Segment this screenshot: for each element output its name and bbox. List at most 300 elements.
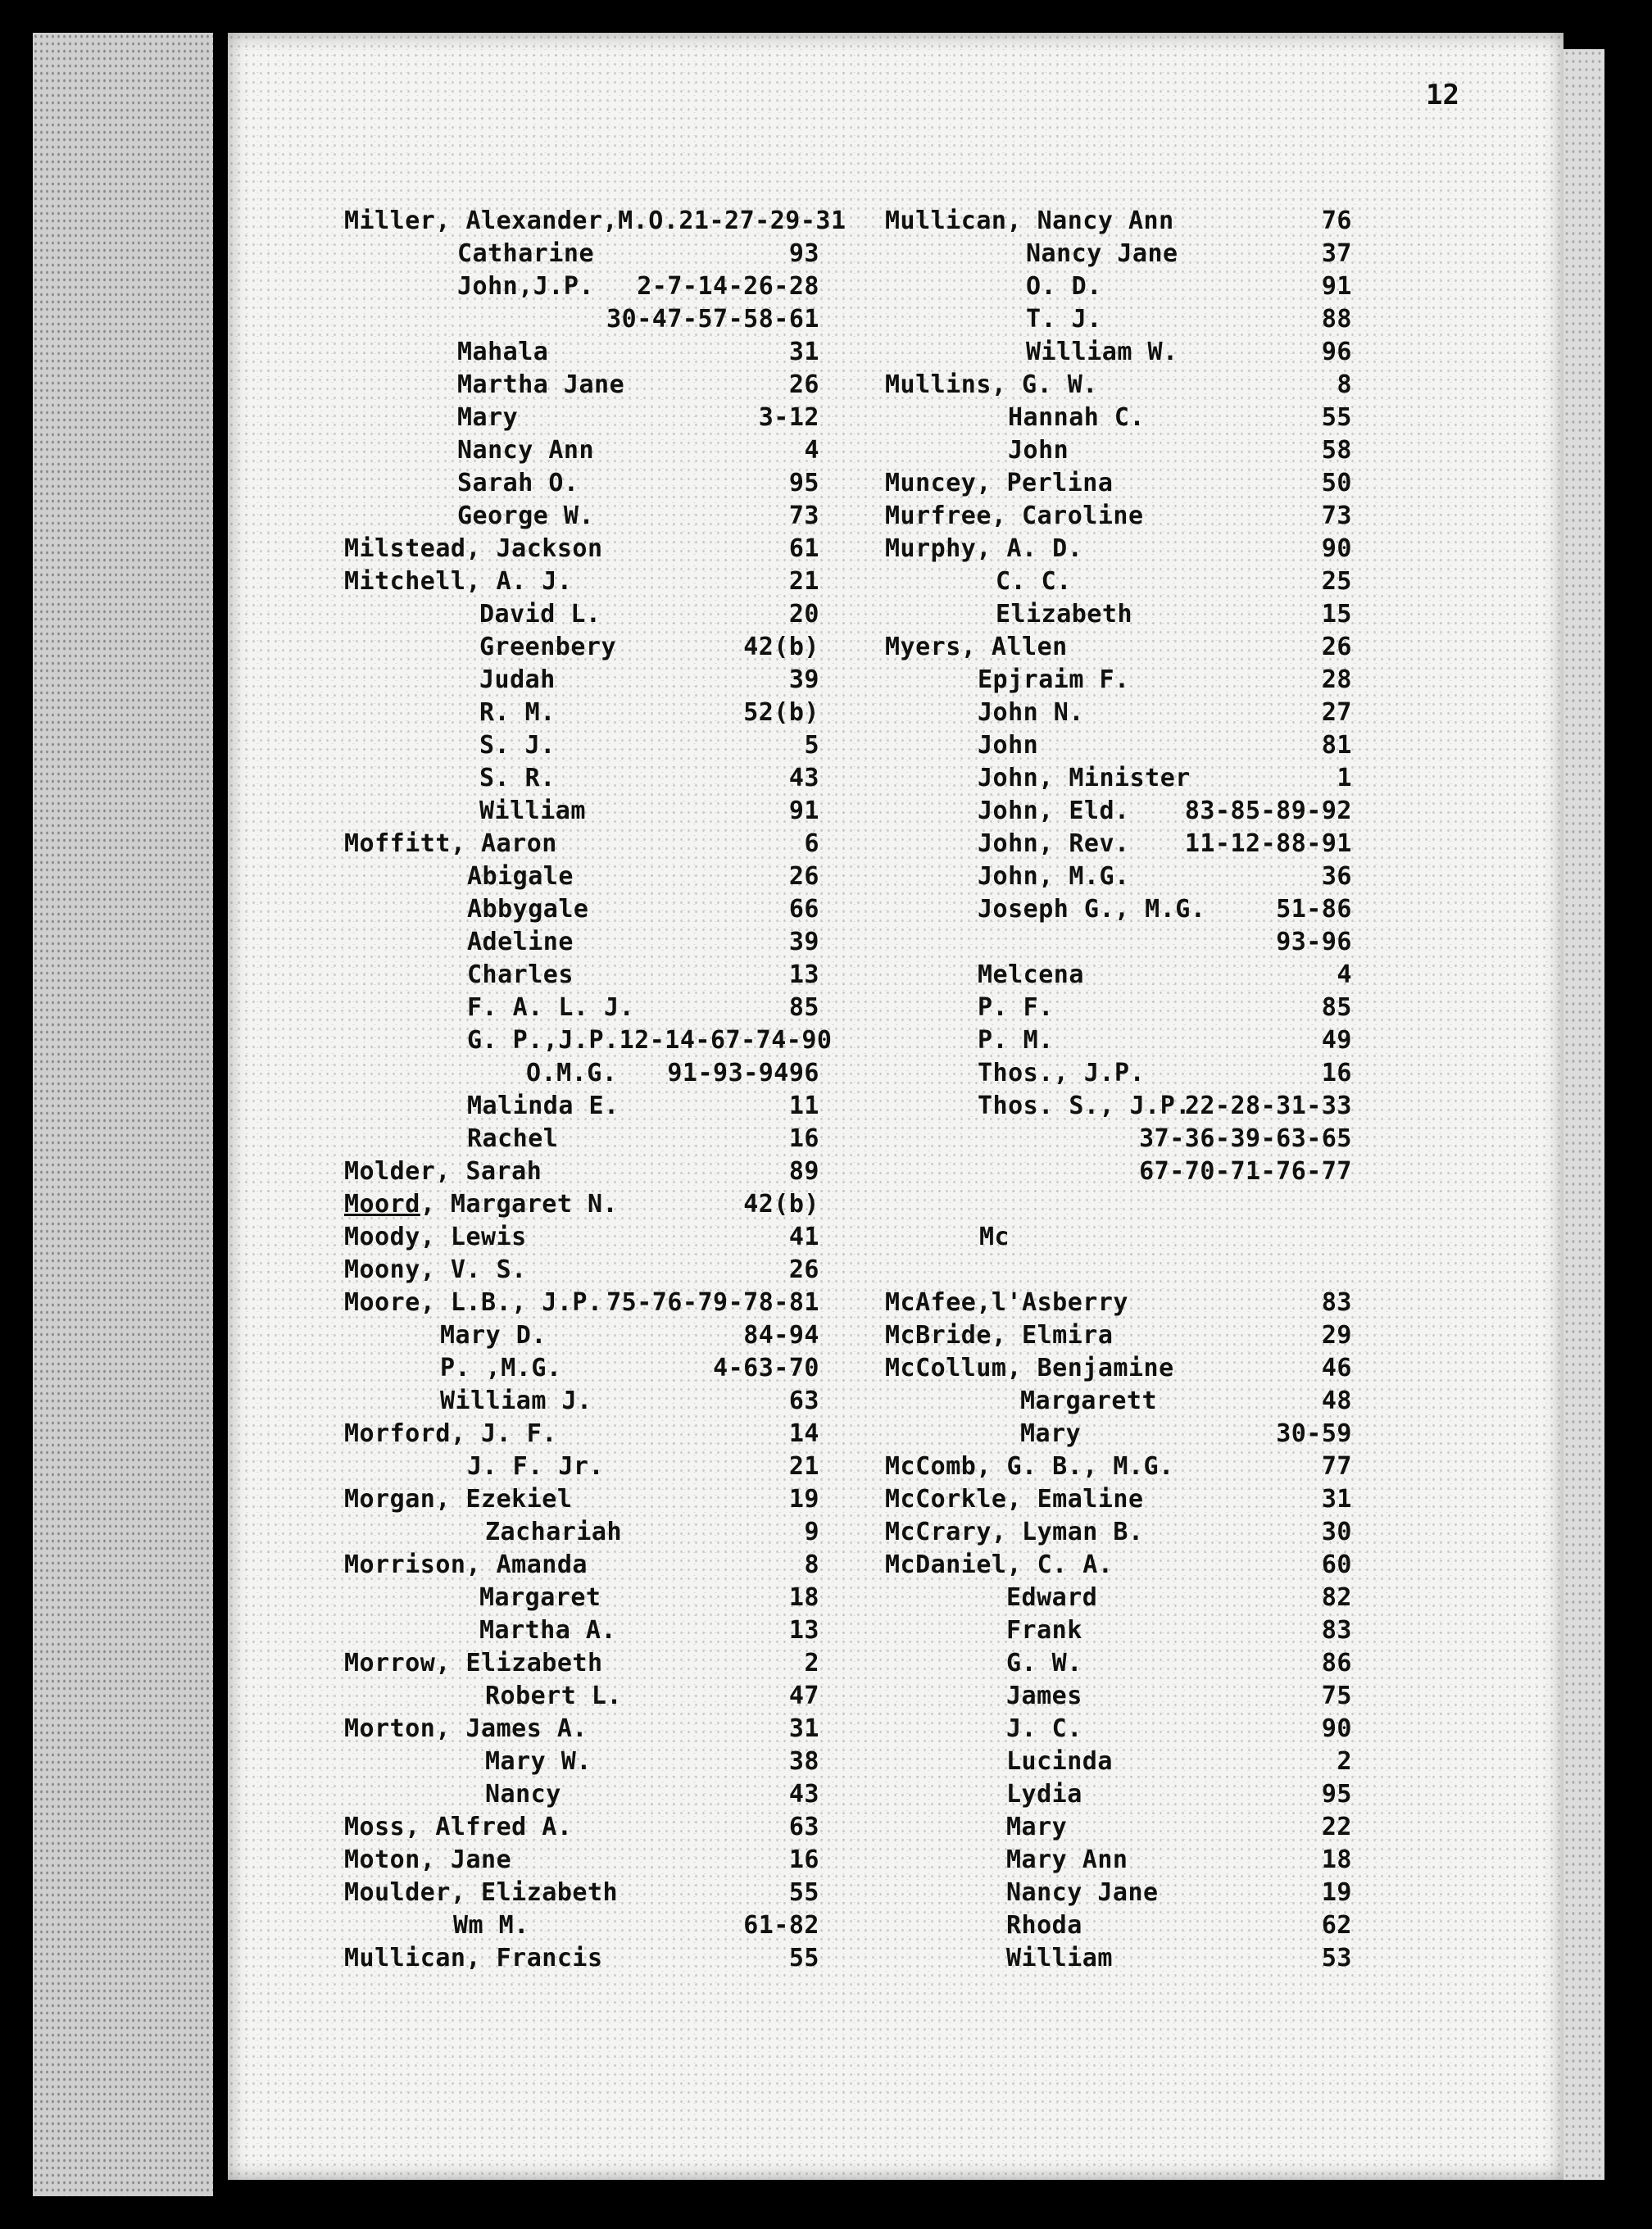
entry-pages: 91 (788, 797, 819, 825)
entry-name: Mahala (457, 338, 549, 366)
entry-pages: 39 (788, 928, 819, 956)
entry-name: John, Eld. (978, 797, 1130, 825)
entry-name: Molder, Sarah (344, 1157, 542, 1186)
index-entry (885, 1583, 1352, 1616)
entry-pages: 77 (1321, 1452, 1352, 1481)
index-entry (344, 1190, 819, 1223)
entry-pages: 6 (804, 829, 819, 858)
entry-pages: 42(b) (743, 633, 819, 661)
index-entry (885, 567, 1352, 600)
index-entry (885, 207, 1352, 239)
entry-name: John (1008, 436, 1069, 465)
entry-name: Morton, James A. (344, 1714, 588, 1743)
entry-pages: 16 (788, 1845, 819, 1874)
entry-pages: 60 (1321, 1550, 1352, 1579)
entry-pages: 21 (788, 1452, 819, 1481)
page-number: 12 (1426, 79, 1459, 111)
entry-name: Moulder, Elizabeth (344, 1878, 619, 1907)
index-entry (344, 1518, 819, 1550)
entry-name: Mullican, Nancy Ann (885, 207, 1174, 235)
entry-pages: 2 (804, 1649, 819, 1677)
index-entry (885, 1190, 1352, 1223)
entry-pages: 16 (788, 1124, 819, 1153)
entry-pages: 93-96 (1276, 928, 1352, 956)
index-entry (885, 829, 1352, 862)
entry-pages: 16 (1321, 1059, 1352, 1087)
entry-pages: 31 (788, 338, 819, 366)
index-entry (344, 993, 819, 1026)
index-column-left (344, 207, 846, 1977)
entry-pages: 5 (804, 731, 819, 760)
entry-name: Thos., J.P. (978, 1059, 1146, 1087)
entry-pages: 88 (1321, 305, 1352, 334)
entry-pages: 27 (1321, 698, 1352, 727)
index-entry (344, 1747, 819, 1780)
entry-pages: 14 (788, 1419, 819, 1448)
index-entry (344, 698, 819, 731)
entry-pages: 73 (1321, 502, 1352, 530)
index-entry (344, 731, 819, 764)
entry-name: Rachel (467, 1124, 559, 1153)
entry-pages: 55 (1321, 403, 1352, 432)
entry-name: Mary (457, 403, 519, 432)
index-entry (344, 338, 819, 370)
entry-name: Melcena (978, 960, 1084, 989)
index-entry (885, 633, 1352, 665)
index-entry (885, 1452, 1352, 1485)
entry-pages: 75 (1321, 1682, 1352, 1710)
entry-pages: 31 (1321, 1485, 1352, 1514)
entry-pages: 26 (788, 862, 819, 891)
entry-name: Wm M. (453, 1911, 529, 1940)
entry-pages: 96 (1321, 338, 1352, 366)
entry-name: Moony, V. S. (344, 1255, 527, 1284)
entry-name: P. M. (978, 1026, 1054, 1055)
index-entry (344, 1059, 819, 1092)
index-entry (885, 1649, 1352, 1682)
index-entry (344, 1354, 819, 1387)
index-entry (344, 1288, 819, 1321)
entry-name: Nancy Jane (1006, 1878, 1159, 1907)
index-entry (885, 1616, 1352, 1649)
entry-name: Mary W. (485, 1747, 592, 1776)
index-entry (885, 600, 1352, 633)
index-entry (885, 469, 1352, 502)
entry-pages: 46 (1321, 1354, 1352, 1382)
entry-name: Miller, Alexander,M.O.21-27-29-31 (344, 207, 846, 235)
index-entry (885, 1288, 1352, 1321)
index-entry (885, 1813, 1352, 1845)
entry-name: Rhoda (1006, 1911, 1082, 1940)
entry-name: Thos. S., J.P. (978, 1092, 1191, 1120)
entry-name: Mullican, Francis (344, 1944, 603, 1973)
entry-name: P. ,M.G. (440, 1354, 562, 1382)
index-entry (344, 1583, 819, 1616)
entry-pages: 62 (1321, 1911, 1352, 1940)
entry-name: John, M.G. (978, 862, 1130, 891)
entry-name: R. M. (479, 698, 556, 727)
entry-pages: 30 (1321, 1518, 1352, 1546)
index-entry (344, 567, 819, 600)
entry-name: Lucinda (1006, 1747, 1113, 1776)
entry-name: Malinda E. (467, 1092, 620, 1120)
entry-pages: 26 (1321, 633, 1352, 661)
entry-pages: 61-82 (743, 1911, 819, 1940)
index-entry (344, 1682, 819, 1714)
entry-name: Edward (1006, 1583, 1098, 1612)
index-entry (885, 239, 1352, 272)
index-entry (344, 1124, 819, 1157)
entry-pages: 85 (1321, 993, 1352, 1022)
entry-pages: 76 (1321, 207, 1352, 235)
index-entry (344, 305, 819, 338)
entry-name: McCorkle, Emaline (885, 1485, 1144, 1514)
entry-name: Nancy Jane (1026, 239, 1178, 268)
entry-name: John N. (978, 698, 1084, 727)
entry-pages: 67-70-71-76-77 (1139, 1157, 1352, 1186)
entry-pages: 50 (1321, 469, 1352, 497)
entry-name: Martha A. (479, 1616, 617, 1645)
index-entry (885, 960, 1352, 993)
index-entry (885, 305, 1352, 338)
entry-pages: 84-94 (743, 1321, 819, 1350)
entry-name: Lydia (1006, 1780, 1082, 1809)
entry-name: Moton, Jane (344, 1845, 512, 1874)
index-entry (885, 272, 1352, 305)
index-entry (885, 534, 1352, 567)
entry-name: O. D. (1026, 272, 1102, 301)
entry-name: Nancy Ann (457, 436, 595, 465)
index-entry (885, 1059, 1352, 1092)
entry-name: McDaniel, C. A. (885, 1550, 1114, 1579)
entry-name: C. C. (996, 567, 1072, 596)
index-entry (885, 665, 1352, 698)
entry-name: McAfee,l'Asberry (885, 1288, 1128, 1317)
entry-name: Hannah C. (1008, 403, 1146, 432)
entry-pages: 83 (1321, 1616, 1352, 1645)
entry-name: Martha Jane (457, 370, 625, 399)
entry-pages: 90 (1321, 1714, 1352, 1743)
entry-name: Moore, L.B., J.P. (344, 1288, 603, 1317)
index-entry (885, 1780, 1352, 1813)
entry-pages: 37 (1321, 239, 1352, 268)
index-entry (344, 1714, 819, 1747)
entry-pages: 91 (1321, 272, 1352, 301)
entry-pages: 13 (788, 1616, 819, 1645)
entry-name: Murphy, A. D. (885, 534, 1083, 563)
entry-pages: 31 (788, 1714, 819, 1743)
entry-pages: 73 (788, 502, 819, 530)
entry-name: Mary (1006, 1813, 1068, 1841)
entry-name: F. A. L. J. (467, 993, 635, 1022)
index-entry (344, 534, 819, 567)
index-entry (885, 1157, 1352, 1190)
index-entry (885, 797, 1352, 829)
entry-name: Morgan, Ezekiel (344, 1485, 573, 1514)
entry-name: William (1006, 1944, 1113, 1973)
entry-name: Murfree, Caroline (885, 502, 1144, 530)
entry-name: Morford, J. F. (344, 1419, 557, 1448)
entry-pages: 18 (788, 1583, 819, 1612)
entry-name: William J. (440, 1387, 592, 1415)
entry-pages: 22-28-31-33 (1184, 1092, 1352, 1120)
entry-pages: 91-93-9496 (667, 1059, 819, 1087)
entry-pages: 83-85-89-92 (1184, 797, 1352, 825)
entry-pages: 82 (1321, 1583, 1352, 1612)
entry-pages: 39 (788, 665, 819, 694)
entry-pages: 1 (1337, 764, 1352, 792)
entry-pages: 61 (788, 534, 819, 563)
entry-name: John, Minister (978, 764, 1191, 792)
entry-pages: 20 (788, 600, 819, 629)
index-entry (885, 1714, 1352, 1747)
index-entry (885, 1845, 1352, 1878)
index-entry (885, 993, 1352, 1026)
page-edge-shadow (1564, 49, 1604, 2180)
index-entry (344, 1813, 819, 1845)
entry-name: T. J. (1026, 305, 1102, 334)
entry-pages: 4-63-70 (713, 1354, 819, 1382)
entry-pages: 38 (788, 1747, 819, 1776)
entry-pages: 41 (788, 1223, 819, 1251)
entry-name: Morrison, Amanda (344, 1550, 588, 1579)
index-entry (885, 1944, 1352, 1977)
index-entry (344, 1485, 819, 1518)
entry-pages: 26 (788, 370, 819, 399)
index-entry (344, 1911, 819, 1944)
entry-pages: 48 (1321, 1387, 1352, 1415)
entry-pages: 47 (788, 1682, 819, 1710)
entry-pages: 2-7-14-26-28 (637, 272, 819, 301)
index-entry (885, 698, 1352, 731)
index-entry (885, 1747, 1352, 1780)
entry-pages: 49 (1321, 1026, 1352, 1055)
entry-name: Myers, Allen (885, 633, 1068, 661)
entry-pages: 55 (788, 1944, 819, 1973)
entry-name: J. C. (1006, 1714, 1082, 1743)
entry-name: Joseph G., M.G. (978, 895, 1206, 924)
entry-pages: 4 (1337, 960, 1352, 989)
index-entry (344, 272, 819, 305)
entry-pages: 8 (804, 1550, 819, 1579)
index-entry (885, 1419, 1352, 1452)
entry-pages: 95 (788, 469, 819, 497)
index-entry (344, 1550, 819, 1583)
entry-pages: 93 (788, 239, 819, 268)
index-entry (885, 1321, 1352, 1354)
entry-name: Moord, Margaret N. (344, 1190, 619, 1219)
entry-name: McBride, Elmira (885, 1321, 1114, 1350)
index-entry (344, 1255, 819, 1288)
adjacent-page-edge (33, 33, 213, 2196)
entry-name: McCrary, Lyman B. (885, 1518, 1144, 1546)
index-entry (885, 1682, 1352, 1714)
entry-pages: 51-86 (1276, 895, 1352, 924)
index-entry (344, 895, 819, 928)
index-entry (344, 797, 819, 829)
entry-pages: 43 (788, 1780, 819, 1809)
index-entry (344, 502, 819, 534)
index-entry (885, 338, 1352, 370)
entry-pages: 3-12 (758, 403, 819, 432)
entry-name: Epjraim F. (978, 665, 1130, 694)
entry-name: Margaret (479, 1583, 601, 1612)
index-entry (344, 1616, 819, 1649)
entry-pages: 25 (1321, 567, 1352, 596)
entry-name: G. W. (1006, 1649, 1082, 1677)
index-entry (344, 1780, 819, 1813)
index-entry (885, 1092, 1352, 1124)
entry-name: Charles (467, 960, 574, 989)
index-entry (344, 1157, 819, 1190)
entry-name: Sarah O. (457, 469, 579, 497)
entry-name: P. F. (978, 993, 1054, 1022)
entry-pages: 58 (1321, 436, 1352, 465)
entry-pages: 19 (788, 1485, 819, 1514)
index-column-right (885, 207, 1352, 1977)
index-entry (344, 665, 819, 698)
index-entry (344, 764, 819, 797)
entry-pages: 22 (1321, 1813, 1352, 1841)
entry-name: S. J. (479, 731, 556, 760)
entry-pages: 89 (788, 1157, 819, 1186)
entry-name: George W. (457, 502, 595, 530)
index-entry (344, 469, 819, 502)
entry-pages: 63 (788, 1813, 819, 1841)
entry-name: Mary Ann (1006, 1845, 1128, 1874)
index-entry (344, 1387, 819, 1419)
entry-name: Mitchell, A. J. (344, 567, 573, 596)
entry-pages: 8 (1337, 370, 1352, 399)
entry-name: Mary D. (440, 1321, 547, 1350)
entry-name: Zachariah (485, 1518, 623, 1546)
entry-pages: 53 (1321, 1944, 1352, 1973)
index-entry (344, 1649, 819, 1682)
entry-name: Greenbery (479, 633, 617, 661)
index-entry (344, 1452, 819, 1485)
index-entry (344, 1845, 819, 1878)
entry-name: Abbygale (467, 895, 589, 924)
index-entry (885, 1518, 1352, 1550)
index-entry (885, 764, 1352, 797)
entry-name: G. P.,J.P.12-14-67-74-90 (467, 1026, 833, 1055)
entry-name: Mullins, G. W. (885, 370, 1098, 399)
entry-pages: 28 (1321, 665, 1352, 694)
index-entry (344, 829, 819, 862)
entry-pages: 21 (788, 567, 819, 596)
index-entry (344, 862, 819, 895)
index-entry (344, 1092, 819, 1124)
index-entry (344, 1419, 819, 1452)
index-entry (885, 1911, 1352, 1944)
entry-name: Robert L. (485, 1682, 623, 1710)
entry-name: Adeline (467, 928, 574, 956)
entry-pages: 66 (788, 895, 819, 924)
index-entry (885, 1124, 1352, 1157)
entry-pages: 86 (1321, 1649, 1352, 1677)
entry-pages: 37-36-39-63-65 (1139, 1124, 1352, 1153)
entry-name: William (479, 797, 586, 825)
entry-name: McCollum, Benjamine (885, 1354, 1174, 1382)
entry-name: Mary (1020, 1419, 1082, 1448)
entry-pages: 26 (788, 1255, 819, 1284)
entry-name: William W. (1026, 338, 1178, 366)
entry-pages: 42(b) (743, 1190, 819, 1219)
entry-name: Moss, Alfred A. (344, 1813, 573, 1841)
entry-name: Muncey, Perlina (885, 469, 1114, 497)
entry-pages: 81 (1321, 731, 1352, 760)
entry-name: J. F. Jr. (467, 1452, 605, 1481)
entry-name: Catharine (457, 239, 595, 268)
entry-pages: 13 (788, 960, 819, 989)
index-entry (885, 731, 1352, 764)
index-entry (344, 633, 819, 665)
index-entry (344, 1223, 819, 1255)
index-entry (344, 436, 819, 469)
index-entry (885, 370, 1352, 403)
index-entry (885, 1354, 1352, 1387)
entry-name: Margarett (1020, 1387, 1158, 1415)
index-entry (885, 403, 1352, 436)
entry-pages: 18 (1321, 1845, 1352, 1874)
index-entry (344, 1321, 819, 1354)
entry-pages: 55 (788, 1878, 819, 1907)
entry-pages: 75-76-79-78-81 (606, 1288, 819, 1317)
index-entry (885, 502, 1352, 534)
entry-name: McComb, G. B., M.G. (885, 1452, 1174, 1481)
index-entry (344, 960, 819, 993)
index-entry (885, 862, 1352, 895)
entry-name: Moffitt, Aaron (344, 829, 557, 858)
entry-name: Judah (479, 665, 556, 694)
entry-pages: 36 (1321, 862, 1352, 891)
index-entry (344, 1026, 833, 1059)
entry-pages: 9 (804, 1518, 819, 1546)
index-entry (344, 370, 819, 403)
index-entry (344, 207, 846, 239)
entry-pages: 63 (788, 1387, 819, 1415)
index-entry (344, 403, 819, 436)
index-entry (885, 1026, 1352, 1059)
entry-name: Frank (1006, 1616, 1082, 1645)
index-entry (885, 1223, 1352, 1255)
entry-name: Mc (979, 1223, 1010, 1251)
entry-pages: 11 (788, 1092, 819, 1120)
entry-pages: 29 (1321, 1321, 1352, 1350)
entry-pages: 83 (1321, 1288, 1352, 1317)
entry-pages: 52(b) (743, 698, 819, 727)
entry-pages: 30-59 (1276, 1419, 1352, 1448)
entry-pages: 4 (804, 436, 819, 465)
index-entry (885, 1387, 1352, 1419)
entry-name: John, Rev. (978, 829, 1130, 858)
entry-name: Moody, Lewis (344, 1223, 527, 1251)
index-entry (885, 1550, 1352, 1583)
entry-pages: 95 (1321, 1780, 1352, 1809)
entry-pages: 15 (1321, 600, 1352, 629)
entry-name: O.M.G. (526, 1059, 618, 1087)
entry-pages: 85 (788, 993, 819, 1022)
index-entry (344, 928, 819, 960)
index-entry (885, 1255, 1352, 1288)
entry-pages: 90 (1321, 534, 1352, 563)
index-entry (344, 1944, 819, 1977)
entry-name: Nancy (485, 1780, 561, 1809)
entry-name: Abigale (467, 862, 574, 891)
entry-name: John (978, 731, 1039, 760)
index-entry (344, 1878, 819, 1911)
index-entry (885, 1878, 1352, 1911)
